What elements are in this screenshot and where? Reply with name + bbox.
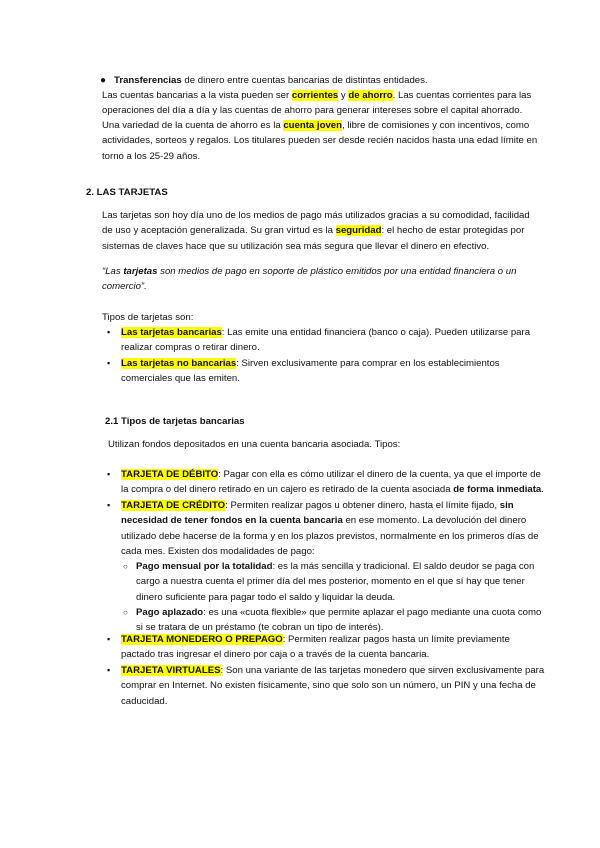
bullet-square-icon: ▪ — [107, 665, 111, 675]
highlight-seguridad: seguridad — [335, 225, 382, 237]
highlight-label: TARJETA VIRTUALES — [121, 665, 221, 676]
highlight-label: TARJETA MONEDERO O PREPAGO — [121, 634, 283, 645]
list-item-virtuales — [107, 663, 546, 709]
list-item-credito — [107, 498, 546, 559]
bullet-square-icon: ▪ — [107, 469, 111, 479]
section-heading-tarjetas — [86, 185, 168, 200]
bullet-square-icon: ▪ — [107, 327, 111, 337]
text-run: Una variedad de la cuenta de ahorro es la — [102, 120, 284, 131]
types-intro — [102, 310, 542, 325]
bullet-square-icon: ▪ — [107, 634, 111, 644]
bold-term: sin necesidad de tener fondos en la cuenta bancaria — [121, 500, 514, 527]
list-item-text — [121, 632, 546, 663]
highlight-label: Las tarjetas bancarias — [121, 327, 222, 338]
text-run: , libre de comisiones y con incentivos, como actividades, sorteos y regalos. Los titulares pueden ser desde recién nacidos hasta una edad límite en torno a los 25-29 años. — [102, 120, 538, 162]
paragraph-tarjetas — [102, 208, 542, 254]
text-run: : Las emite una entidad financiera (banco o caja). Pueden utilizarse para realizar compras o retirar dinero. — [121, 327, 531, 354]
list-item-text — [136, 605, 546, 636]
text-run: : Permiten realizar pagos u obtener dinero, hasta el límite fijado, — [225, 500, 500, 511]
text-run: : Son una variante de las tarjetas monedero que sirven exclusivamente para comprar en Internet. No existen físicamente, sino que solo son un número, un PIN y una fecha de caducidad. — [121, 665, 545, 707]
list-item-rest: de dinero entre cuentas bancarias de distintas entidades. — [181, 75, 428, 86]
sub-item-pago-mensual — [123, 559, 546, 605]
text-run: : Sirven exclusivamente para comprar en los establecimientos comerciales que las emiten. — [121, 358, 500, 385]
paragraph-cuentas — [102, 88, 542, 119]
highlight-label: Las tarjetas no bancarias — [121, 358, 237, 369]
bullet-square-icon: ▪ — [107, 358, 111, 368]
paragraph-text — [102, 208, 542, 254]
highlight-corrientes: corrientes — [291, 90, 339, 101]
text-run: en ese momento. La devolución del dinero utilizado debe hacerse de la forma y en los plazos previstos, normalmente en los primeros días de cada mes. Existen dos modalidades de pago: — [121, 515, 539, 557]
list-item-tarjetas-bancarias — [107, 325, 546, 356]
bullet-circle-icon: ○ — [123, 608, 128, 617]
types-intro-text: Tipos de tarjetas son: — [102, 312, 194, 323]
highlight-de-ahorro: de ahorro — [348, 90, 393, 101]
section-heading-tipos — [105, 414, 245, 429]
bullet-circle-icon: ○ — [123, 562, 128, 571]
list-item-tarjetas-no-bancarias — [107, 356, 546, 387]
bullet-square-icon: ▪ — [107, 500, 111, 510]
text-run: : Permiten realizar pagos hasta un límite previamente pactado tras ingresar el dinero por caja o a través de la cuenta bancaria. — [121, 634, 510, 661]
list-item-text — [136, 559, 546, 605]
heading-text: 2. LAS TARJETAS — [86, 187, 168, 198]
list-item-text — [121, 498, 546, 559]
text-run: Las cuentas bancarias a la vista pueden ser — [102, 90, 292, 101]
bullet-dot-icon: ● — [100, 75, 107, 86]
list-item-text — [121, 325, 546, 356]
text-run: y — [338, 90, 349, 101]
list-item-transferencias — [100, 73, 534, 88]
text-run: : el hecho de estar protegidas por sistemas de claves hace que su utilización sea más segura que llevar el dinero en efectivo. — [102, 225, 525, 252]
bold-term: de forma inmediata — [450, 484, 542, 496]
heading-text: 2.1 Tipos de tarjetas bancarias — [105, 416, 245, 427]
bold-term: Pago mensual por la totalidad — [136, 561, 273, 572]
text-run: . Las cuentas corrientes para las operaciones del día a día y las cuentas de ahorro para generar intereses sobre el capital ahorrado. — [102, 90, 532, 117]
text-run: : es una «cuota flexible» que permite aplazar el pago mediante una cuota como si se tratara de un préstamo (te cobran un tipo de interés). — [136, 607, 542, 634]
list-item-text — [121, 663, 546, 709]
paragraph-cuenta-joven — [102, 118, 542, 164]
text-run: . — [541, 484, 544, 496]
list-item-text — [121, 467, 546, 498]
list-item-text — [114, 73, 534, 88]
quote-text — [102, 264, 542, 295]
section-intro-text: Utilizan fondos depositados en una cuenta bancaria asociada. Tipos: — [108, 439, 401, 450]
text-run: : es la más sencilla y tradicional. El saldo deudor se paga con cargo a nuestra cuenta el primer día del mes posterior, momento en el que sí hay que tener dinero suficiente para pagar todo el saldo y liquidar la deuda. — [136, 561, 535, 603]
list-item-text — [121, 356, 546, 387]
sub-item-pago-aplazado — [123, 605, 546, 636]
bold-term: Transferencias — [114, 75, 182, 86]
bold-term: tarjetas — [123, 266, 158, 277]
section-intro — [108, 437, 538, 452]
text-run: : Pagar con ella es cómo utilizar el dinero de la cuenta, ya que el importe de la compra o del dinero retirado en un cajero es retirado de la cuenta asociada — [121, 469, 541, 496]
highlight-label: TARJETA DE CRÉDITO — [121, 500, 226, 511]
text-run: Las tarjetas son hoy día uno de los medios de pago más utilizados gracias a su comodidad, facilidad de uso y aceptación generalizada. Su gran virtud es la — [102, 210, 530, 237]
bold-term: Pago aplazado — [136, 607, 204, 618]
text-run: “Las — [102, 266, 124, 277]
list-item-debito — [107, 467, 546, 498]
paragraph-text — [102, 88, 542, 119]
highlight-cuenta-joven: cuenta joven — [283, 120, 342, 131]
list-item-monedero — [107, 632, 546, 663]
highlight-label: TARJETA DE DÉBITO — [121, 469, 219, 480]
paragraph-text — [102, 118, 542, 164]
quote-definition — [102, 264, 542, 295]
text-run: son medios de pago en soporte de plástico emitidos por una entidad financiera o un comercio”. — [102, 266, 517, 293]
